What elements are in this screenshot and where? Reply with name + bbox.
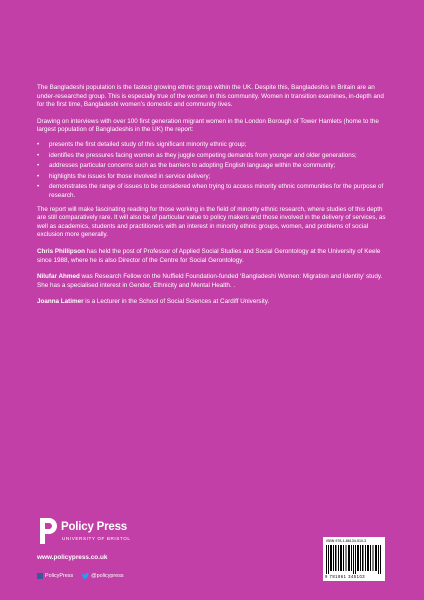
bullet-item: • addresses particular concerns such as the barriers to adopting English language within the community;	[37, 162, 389, 171]
author-description: is a Lecturer in the School of Social Sciences at Cardiff University.	[83, 298, 270, 306]
closing-paragraph: The report will make fascinating reading for those working in the field of minority ethnic research, where studies of this depth are still comparatively rare. It will also be of particular value to policy makers and those involved in the delivery of services, as well as academics, students and practitioners with an interest in minority ethnic groups, women, and problems of social exclusion more generally.	[37, 205, 386, 239]
intro-paragraph: The Bangladeshi population is the fastest growing ethnic group within the UK. Despite this, Bangladeshis in Britain are an under-researched group. This is especially true of the women in this community. Women in transition examines, in-depth and for the first time, Bangladeshi women’s domestic and community lives.	[37, 84, 384, 109]
publisher-subtitle: UNIVERSITY OF BRISTOL	[62, 536, 131, 541]
report-bullets	[37, 141, 389, 201]
author-bio	[37, 273, 389, 290]
publisher-website[interactable]: www.policypress.co.uk	[37, 554, 108, 561]
drawing-paragraph: Drawing on interviews with over 100 first generation migrant women in the London Borough of Tower Hamlets (home to the largest population of Bangladeshis in the UK) the report:	[37, 117, 379, 134]
bullet-item: • identifies the pressures facing women as they juggle competing demands from younger and older generations;	[37, 152, 389, 161]
policy-press-p-icon	[37, 516, 61, 546]
social-links	[37, 573, 124, 579]
barcode-number: 9 781861 345103	[325, 574, 366, 579]
back-cover-text	[37, 84, 389, 315]
twitter-handle[interactable]: @policypress	[91, 573, 124, 579]
author-description: has held the post of Professor of Applied Social Studies and Social Gerontology at the University of Keele since 1988, where he is also Director of the Centre for Social Gerontology.	[37, 247, 381, 264]
author-name: Nilufar Ahmed	[37, 273, 80, 281]
author-bio	[37, 298, 389, 307]
barcode-bars-icon	[326, 545, 382, 574]
barcode	[323, 537, 385, 581]
author-name: Chris Phillipson	[37, 247, 85, 255]
facebook-handle[interactable]: PolicyPress	[45, 573, 74, 579]
twitter-icon	[82, 573, 89, 579]
bullet-item: • demonstrates the range of issues to be considered when trying to access minority ethnic communities for the purpose of research.	[37, 183, 389, 200]
publisher-logo	[37, 516, 157, 550]
author-description: was Research Fellow on the Nuffield Foundation-funded ‘Bangladeshi Women: Migration and Identity’ study. She has a specialised interest in Gender, Ethnicity and Mental Health. .	[37, 273, 383, 289]
bullet-item: • presents the first detailed study of this significant minority ethnic group;	[37, 141, 389, 150]
author-bio	[37, 248, 389, 265]
isbn-text: ISBN 978-1-86134-510-3	[326, 539, 367, 543]
publisher-name: Policy Press	[61, 521, 128, 533]
bullet-item: • highlights the issues for those involved in service delivery;	[37, 173, 389, 182]
facebook-icon	[37, 573, 43, 579]
author-name: Joanna Latimer	[37, 298, 84, 306]
